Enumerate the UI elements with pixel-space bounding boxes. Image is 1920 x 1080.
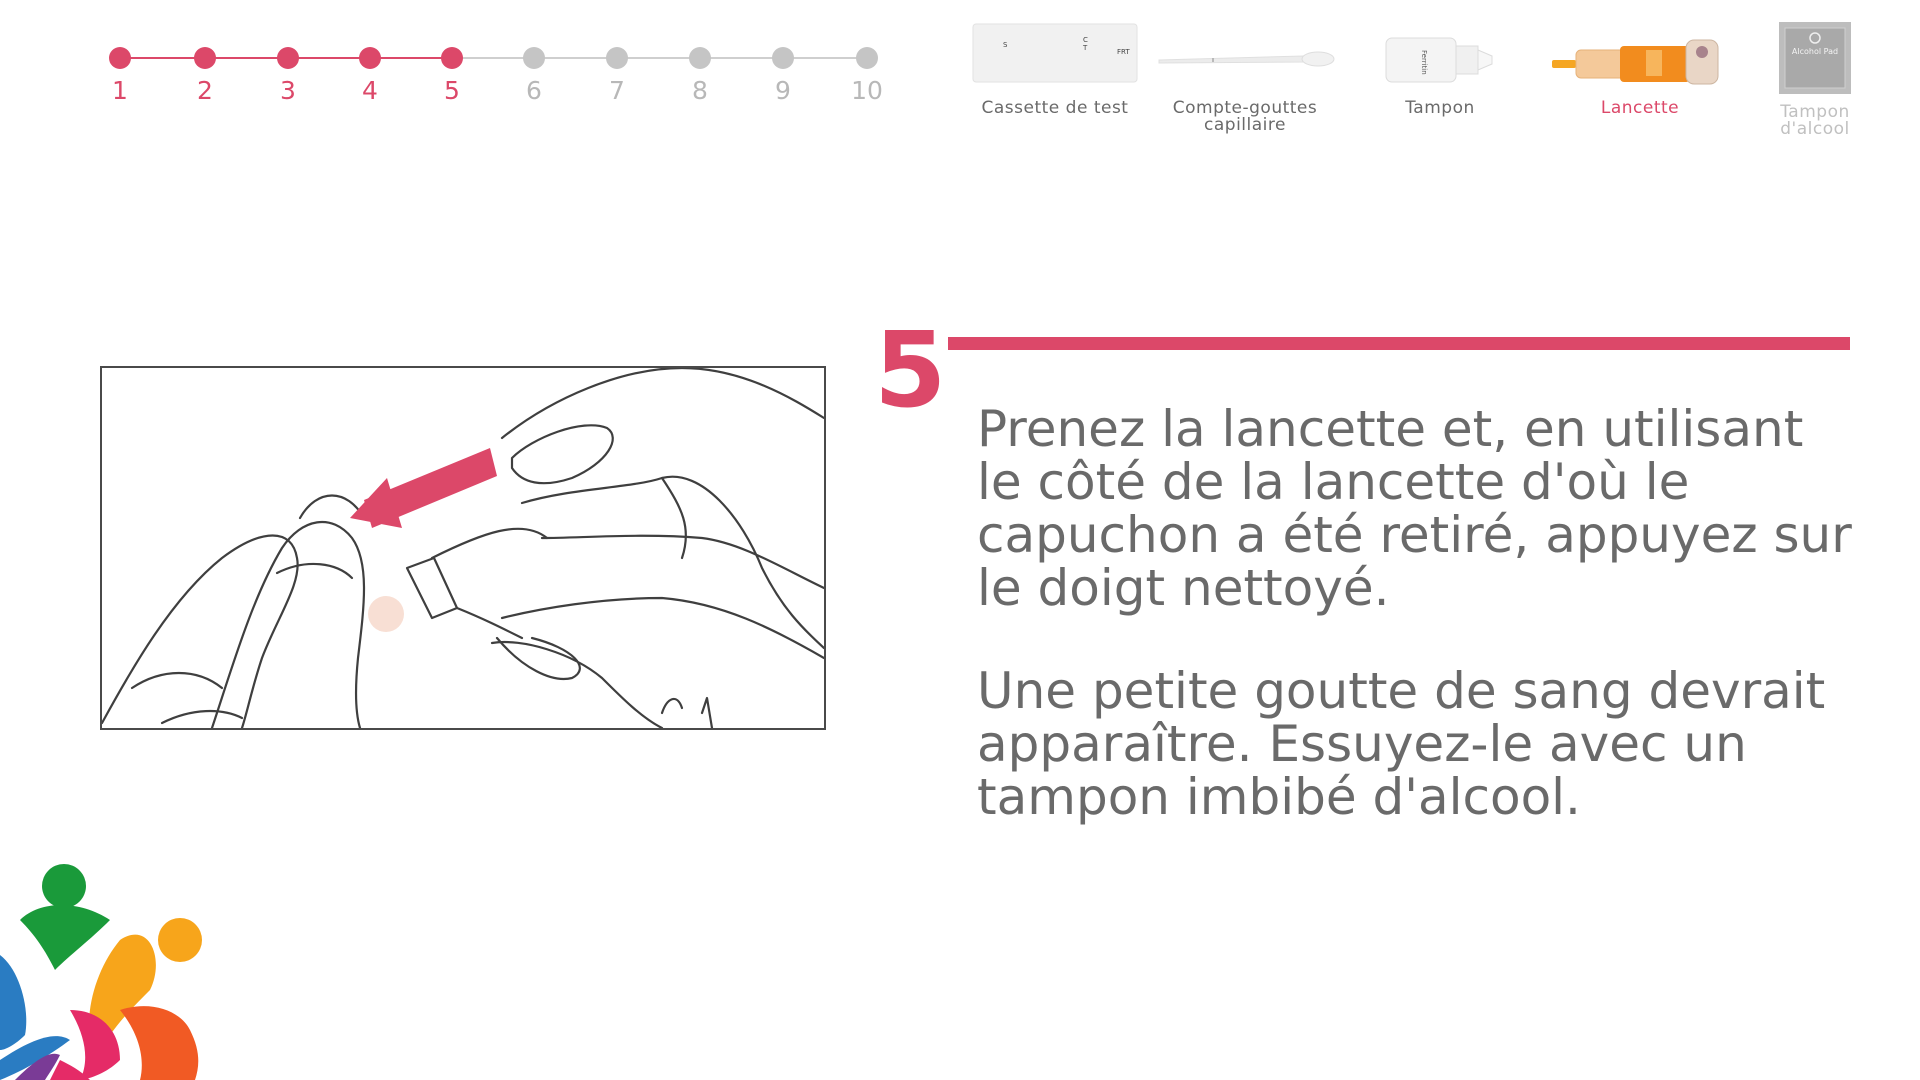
step-dot	[277, 47, 299, 69]
step-indicator-5[interactable]	[422, 38, 482, 105]
step-indicator-10[interactable]	[837, 38, 897, 105]
supply-label: Compte-gouttes capillaire	[1172, 98, 1318, 135]
step-dot	[689, 47, 711, 69]
current-step-number: 5	[874, 309, 947, 431]
instruction-illustration	[100, 366, 826, 730]
lancet-icon	[1550, 20, 1730, 86]
cassette-text: FRT	[1117, 48, 1130, 56]
capillary-dropper-icon	[1153, 20, 1337, 86]
pad-label-text: Alcohol Pad	[1791, 47, 1839, 56]
step-indicator-9[interactable]	[753, 38, 813, 105]
supply-label: Tampon d'alcool	[1780, 102, 1850, 139]
step-dot	[359, 47, 381, 69]
supply-lancet	[1540, 20, 1740, 117]
step-dot	[523, 47, 545, 69]
step-indicator-8[interactable]	[670, 38, 730, 105]
step-number-label: 7	[609, 76, 625, 105]
step-progress	[100, 38, 900, 118]
cassette-text: T	[1083, 44, 1088, 52]
step-indicator-6[interactable]	[504, 38, 564, 105]
step-number-label: 5	[444, 76, 460, 105]
supply-alcohol-pad	[1750, 20, 1880, 138]
brand-logo	[0, 860, 220, 1080]
step-number-label: 2	[197, 76, 213, 105]
step-dot	[109, 47, 131, 69]
step-number-label: 9	[775, 76, 791, 105]
supply-test-cassette	[950, 20, 1160, 117]
supply-label: Tampon	[1405, 98, 1475, 118]
step-dot	[606, 47, 628, 69]
test-cassette-icon	[971, 20, 1139, 86]
step-dot	[194, 47, 216, 69]
supply-capillary-dropper	[1150, 20, 1340, 134]
step-number-label: 6	[526, 76, 542, 105]
finger-press-drawing	[102, 368, 824, 728]
instruction-paragraph-1: Prenez la lancette et, en utilisant le côté de la lancette d'où le capuchon a été retiré, appuyez sur le doigt nettoyé.	[977, 400, 1852, 617]
cassette-text: C	[1083, 36, 1088, 44]
step-dot	[772, 47, 794, 69]
bottle-label-text: Ferritin	[1420, 50, 1428, 75]
step-indicator-7[interactable]	[587, 38, 647, 105]
step-number-label: 10	[851, 76, 883, 105]
cassette-text: S	[1003, 41, 1008, 49]
supply-label: Cassette de test	[981, 98, 1129, 118]
step-indicator-3[interactable]	[258, 38, 318, 105]
step-indicator-1[interactable]	[90, 38, 150, 105]
step-indicator-2[interactable]	[175, 38, 235, 105]
step-dot	[441, 47, 463, 69]
supply-buffer-bottle	[1350, 20, 1530, 117]
supply-label: Lancette	[1600, 98, 1680, 118]
alcohol-pad-icon	[1777, 20, 1853, 96]
buffer-bottle-icon	[1380, 20, 1500, 86]
step-number-label: 4	[362, 76, 378, 105]
instruction-paragraph-2: Une petite goutte de sang devrait apparaître. Essuyez-le avec un tampon imbibé d'alcool.	[977, 662, 1826, 826]
step-number-label: 1	[112, 76, 128, 105]
step-dot	[856, 47, 878, 69]
step-indicator-4[interactable]	[340, 38, 400, 105]
step-number-label: 8	[692, 76, 708, 105]
step-header-bar	[948, 337, 1850, 350]
step-number-label: 3	[280, 76, 296, 105]
